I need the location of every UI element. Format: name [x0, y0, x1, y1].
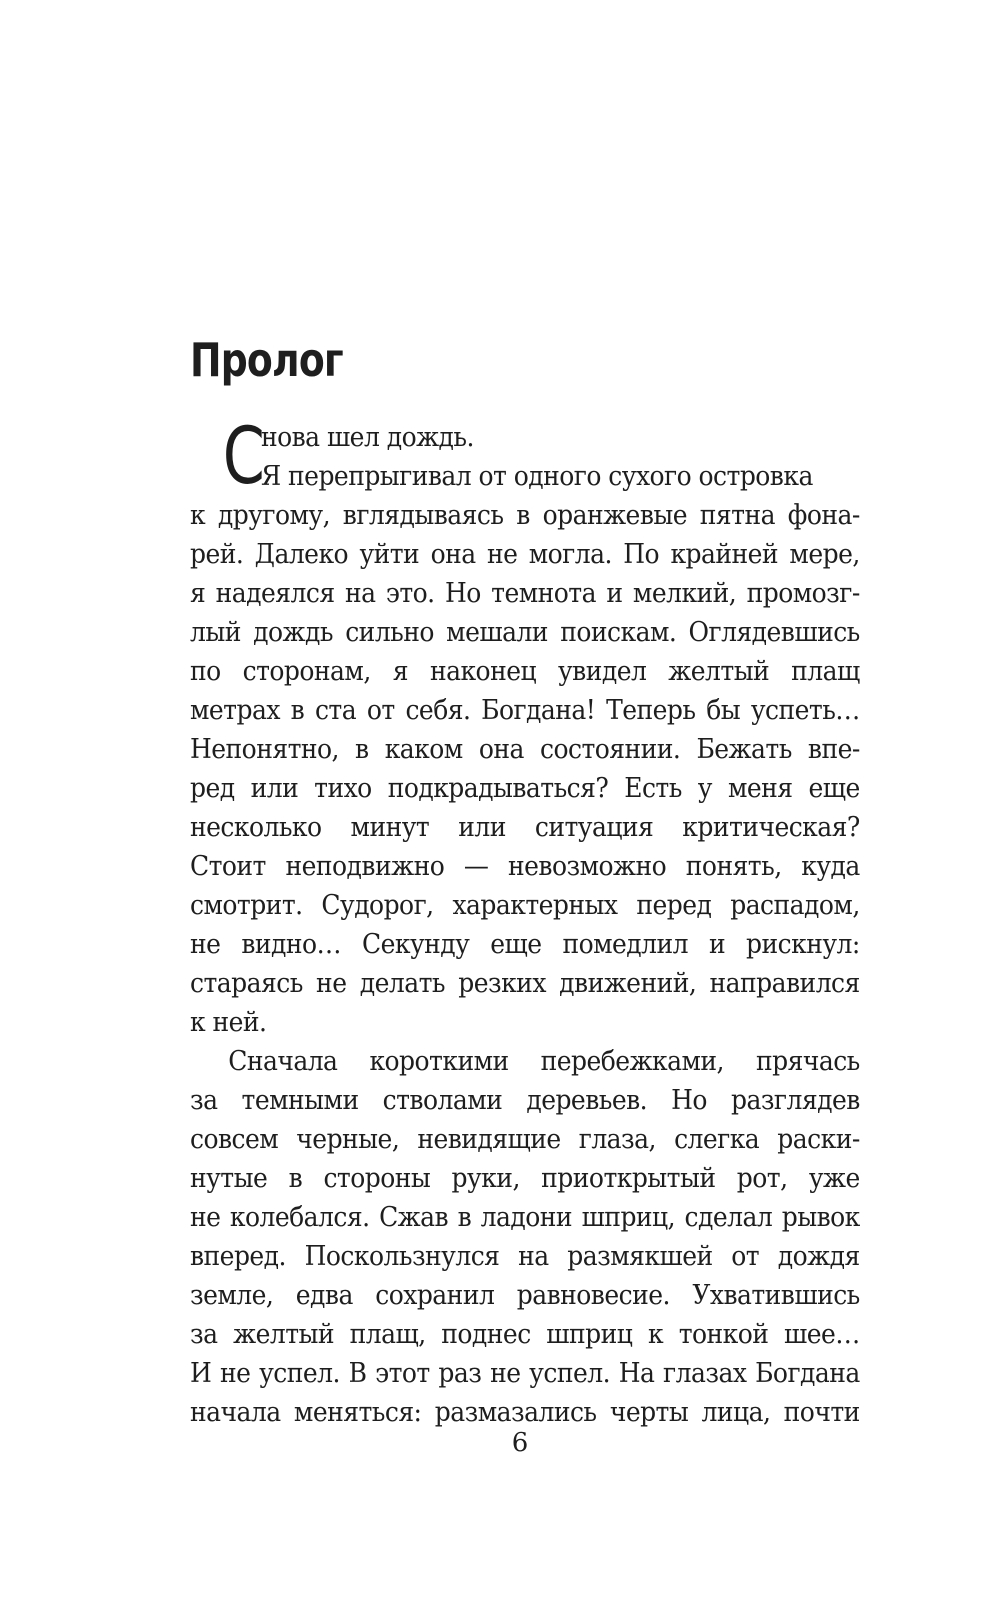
text-line: не видно… Секунду еще помедлил и рискнул: [190, 928, 860, 960]
paragraph [190, 496, 860, 1042]
text-line: стараясь не делать резких движений, направился [190, 967, 860, 999]
text-line: не колебался. Сжав в ладони шприц, сделал рывок [190, 1201, 860, 1233]
text-line: смотрит. Судорог, характерных перед распадом, [190, 889, 860, 921]
text-line: вперед. Поскользнулся на размякшей от дождя [190, 1240, 860, 1272]
text-line: метрах в ста от себя. Богдана! Теперь бы успеть… [190, 694, 860, 726]
text-line: за темными стволами деревьев. Но разглядев [190, 1084, 860, 1116]
page-number: 6 [511, 1428, 529, 1458]
text-line: Стоит неподвижно — невозможно понять, куда [190, 850, 860, 882]
text-line: совсем черные, невидящие глаза, слегка раски- [190, 1123, 860, 1155]
text-line: начала меняться: размазались черты лица, почти [190, 1396, 860, 1428]
text-line: земле, едва сохранил равновесие. Ухватившись [190, 1279, 860, 1311]
opening-paragraph [190, 412, 860, 502]
text-line: И не успел. В этот раз не успел. На глазах Богдана [190, 1357, 860, 1389]
text-line: Я перепрыгивал от одного сухого островка [260, 460, 813, 492]
text-line: к ней. [190, 1006, 267, 1038]
text-line: несколько минут или ситуация критическая? [190, 811, 860, 843]
text-line: я надеялся на это. Но темнота и мелкий, промозг- [190, 577, 860, 609]
text-line: по сторонам, я наконец увидел желтый плащ [190, 655, 860, 687]
text-line: нутые в стороны руки, приоткрытый рот, уже [190, 1162, 860, 1194]
text-line: рей. Далеко уйти она не могла. По крайней мере, [190, 538, 860, 570]
drop-cap: С [222, 412, 265, 502]
text-line: ред или тихо подкрадываться? Есть у меня еще [190, 772, 860, 804]
paragraph [190, 1042, 860, 1432]
chapter-body [190, 412, 860, 1432]
text-line: Непонятно, в каком она состоянии. Бежать впе- [190, 733, 860, 765]
text-line: лый дождь сильно мешали поискам. Оглядевшись [190, 616, 860, 648]
chapter-title: Пролог [190, 333, 343, 387]
text-line: Сначала короткими перебежками, прячась [228, 1045, 860, 1077]
text-line: к другому, вглядываясь в оранжевые пятна фона- [190, 499, 860, 531]
text-line: за желтый плащ, поднес шприц к тонкой шее… [190, 1318, 860, 1350]
text-line: нова шел дождь. [260, 421, 474, 453]
